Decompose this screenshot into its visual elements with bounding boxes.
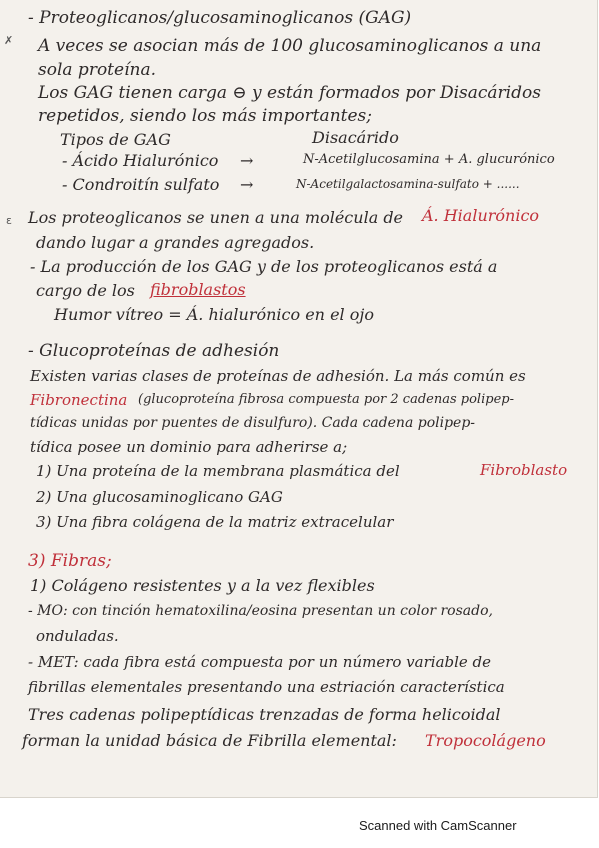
highlight-text: Fibroblasto xyxy=(480,461,568,479)
table-header-tipos: Tipos de GAG xyxy=(60,130,171,149)
highlight-text: Á. Hialurónico xyxy=(422,206,540,225)
highlight-text: Fibronectina xyxy=(30,391,128,409)
text-line: Existen varias clases de proteínas de adhesión. La más común es xyxy=(30,367,526,385)
highlight-text: Tropocolágeno xyxy=(425,731,546,750)
disaccharide: N-Acetilglucosamina + A. glucurónico xyxy=(303,152,555,167)
text-line: 1) Colágeno resistentes y a la vez flexibles xyxy=(30,576,375,595)
gag-type: - Ácido Hialurónico xyxy=(62,151,219,170)
text-line: - La producción de los GAG y de los proteoglicanos está a xyxy=(30,257,498,276)
text-line: (glucoproteína fibrosa compuesta por 2 cadenas polipep- xyxy=(138,392,514,407)
text-line: - MET: cada fibra está compuesta por un número variable de xyxy=(28,653,492,671)
list-item: 1) Una proteína de la membrana plasmática del xyxy=(36,462,400,480)
heading-proteoglicanos: - Proteoglicanos/glucosaminoglicanos (GAG) xyxy=(28,8,412,28)
heading-fibras: 3) Fibras; xyxy=(28,551,112,571)
margin-mark: ɛ xyxy=(6,214,12,227)
arrow-icon: → xyxy=(240,175,254,194)
text-line: - MO: con tinción hematoxilina/eosina presentan un color rosado, xyxy=(28,603,493,619)
text-line: sola proteína. xyxy=(38,60,156,80)
table-header-disacarido: Disacárido xyxy=(312,128,399,147)
text-line: repetidos, siendo los más importantes; xyxy=(38,106,372,126)
text-line: Humor vítreo = Á. hialurónico en el ojo xyxy=(54,305,374,324)
text-line: fibrillas elementales presentando una estriación característica xyxy=(28,678,505,696)
text-line: cargo de los xyxy=(36,281,135,300)
list-item: 3) Una fibra colágena de la matriz extracelular xyxy=(36,513,394,531)
arrow-icon: → xyxy=(240,151,254,170)
text-line: Los GAG tienen carga ⊖ y están formados por Disacáridos xyxy=(38,83,541,103)
text-line: Los proteoglicanos se unen a una molécula de xyxy=(28,208,404,227)
heading-glucoproteinas: - Glucoproteínas de adhesión xyxy=(28,341,280,361)
text-line: tídica posee un dominio para adherirse a; xyxy=(30,438,348,456)
text-line: Tres cadenas polipeptídicas trenzadas de forma helicoidal xyxy=(28,705,501,724)
text-line: tídicas unidas por puentes de disulfuro). Cada cadena polipep- xyxy=(30,415,476,431)
text-line: onduladas. xyxy=(36,627,119,645)
text-line: dando lugar a grandes agregados. xyxy=(36,233,315,252)
margin-mark: ✗ xyxy=(4,34,14,47)
text-line: A veces se asocian más de 100 glucosaminoglicanos a una xyxy=(38,36,542,56)
list-item: 2) Una glucosaminoglicano GAG xyxy=(36,488,283,506)
scanner-watermark: Scanned with CamScanner xyxy=(359,818,517,833)
text-line: forman la unidad básica de Fibrilla elemental: xyxy=(22,731,397,750)
disaccharide: N-Acetilgalactosamina-sulfato + ...... xyxy=(296,177,520,191)
highlight-text: fibroblastos xyxy=(150,280,246,299)
gag-type: - Condroitín sulfato xyxy=(62,175,220,194)
